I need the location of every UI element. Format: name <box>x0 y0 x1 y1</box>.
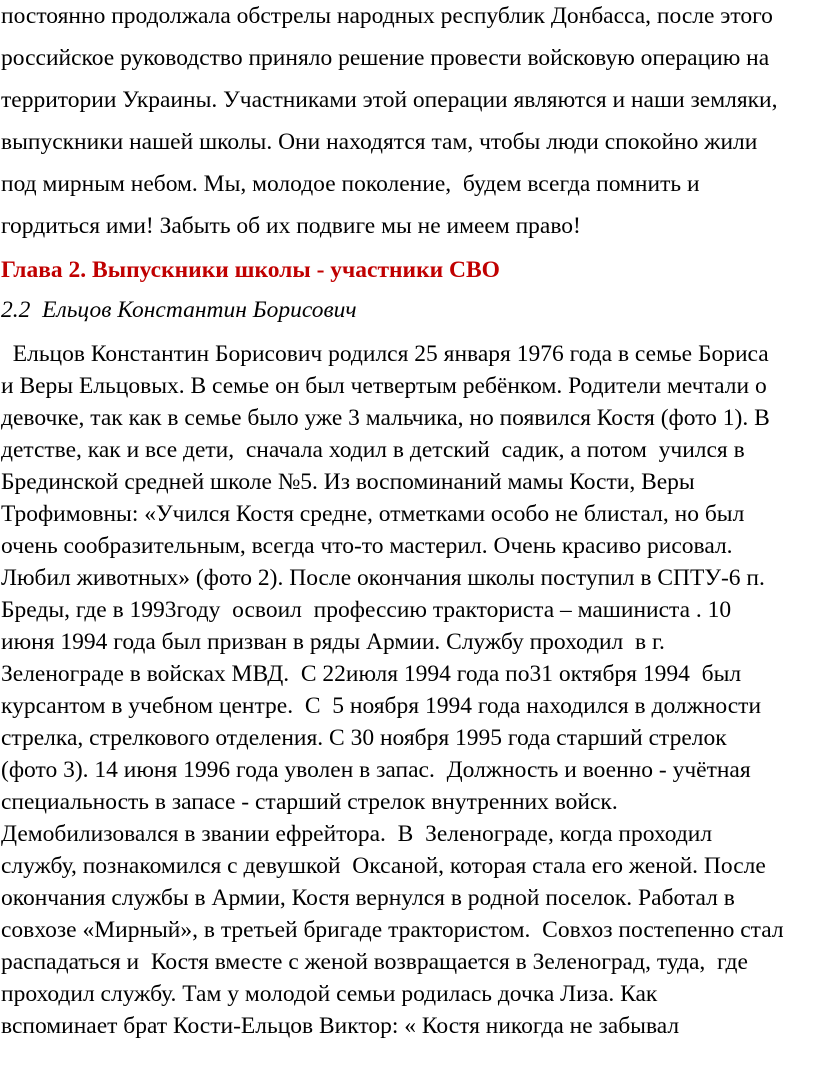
text-line: Брединской средней школе №5. Из воспоминаний мамы Кости, Веры <box>1 469 695 495</box>
text-line: специальность в запасе - старший стрелок внутренних войск. <box>1 789 618 815</box>
text-line: постоянно продолжала обстрелы народных республик Донбасса, после этого <box>1 3 773 29</box>
text-line: гордиться ими! Забыть об их подвиге мы не имеем право! <box>1 213 581 239</box>
text-line: совхозе «Мирный», в третьей бригаде трактористом. Совхоз постепенно стал <box>1 917 784 943</box>
text-line: территории Украины. Участниками этой операции являются и наши земляки, <box>1 87 778 113</box>
text-line: вспоминает брат Кости-Ельцов Виктор: « Костя никогда не забывал <box>1 1013 680 1039</box>
chapter-heading: Глава 2. Выпускники школы - участники СВО <box>1 257 500 283</box>
text-line: российское руководство приняло решение провести войсковую операцию на <box>1 45 770 71</box>
text-line: Ельцов Константин Борисович родился 25 января 1976 года в семье Бориса <box>1 341 769 367</box>
text-line: проходил службу. Там у молодой семьи родилась дочка Лиза. Как <box>1 981 658 1007</box>
text-line: девочке, так как в семье было уже 3 мальчика, но появился Костя (фото 1). В <box>1 405 770 431</box>
text-line: распадаться и Костя вместе с женой возвращается в Зеленоград, туда, где <box>1 949 748 975</box>
text-line: (фото 3). 14 июня 1996 года уволен в запас. Должность и военно - учётная <box>1 757 751 783</box>
text-line: стрелка, стрелкового отделения. С 30 ноября 1995 года старший стрелок <box>1 725 727 751</box>
text-line: июня 1994 года был призван в ряды Армии. Службу проходил в г. <box>1 629 665 655</box>
text-line: выпускники нашей школы. Они находятся там, чтобы люди спокойно жили <box>1 129 758 155</box>
text-line: службу, познакомился с девушкой Оксаной, которая стала его женой. После <box>1 853 766 879</box>
text-line: Зеленограде в войсках МВД. С 22июля 1994 года по31 октября 1994 был <box>1 661 742 687</box>
text-line: Любил животных» (фото 2). После окончания школы поступил в СПТУ-6 п. <box>1 565 765 591</box>
text-line: Демобилизовался в звании ефрейтора. В Зеленограде, когда проходил <box>1 821 713 847</box>
text-line: окончания службы в Армии, Костя вернулся в родной поселок. Работал в <box>1 885 735 911</box>
text-line: под мирным небом. Мы, молодое поколение, будем всегда помнить и <box>1 171 700 197</box>
text-line: детстве, как и все дети, сначала ходил в детский садик, а потом учился в <box>1 437 745 463</box>
text-line: Трофимовны: «Учился Костя средне, отметками особо не блистал, но был <box>1 501 745 527</box>
text-line: очень сообразительным, всегда что-то мастерил. Очень красиво рисовал. <box>1 533 733 559</box>
text-line: Бреды, где в 1993году освоил профессию тракториста – машиниста . 10 <box>1 597 732 623</box>
section-heading: 2.2 Ельцов Константин Борисович <box>1 297 357 323</box>
text-line: курсантом в учебном центре. С 5 ноября 1994 года находился в должности <box>1 693 762 719</box>
text-line: и Веры Ельцовых. В семье он был четвертым ребёнком. Родители мечтали о <box>1 373 767 399</box>
